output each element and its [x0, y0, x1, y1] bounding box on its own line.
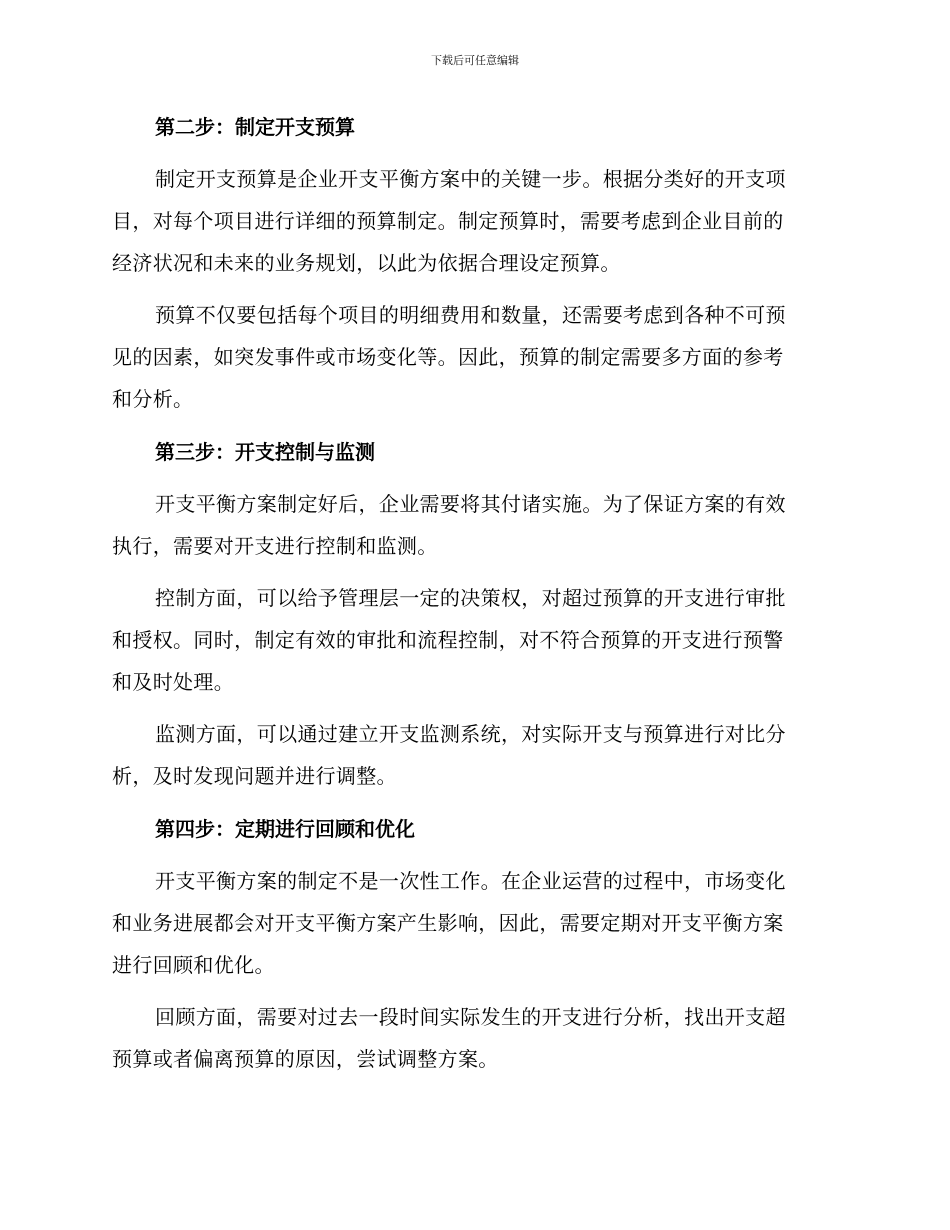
paragraph-control-detail	[112, 577, 830, 703]
paragraph-line: 和授权。同时，制定有效的审批和流程控制，对不符合预算的开支进行预警	[112, 628, 784, 652]
paragraph-budget-detail	[112, 294, 830, 420]
paragraph-line: 析，及时发现问题并进行调整。	[112, 764, 397, 788]
paragraph-line: 见的因素，如突发事件或市场变化等。因此，预算的制定需要多方面的参考	[112, 345, 784, 369]
paragraph-line: 和业务进展都会对开支平衡方案产生影响，因此，需要定期对开支平衡方案	[112, 911, 784, 935]
page-header: 下载后可任意编辑	[431, 54, 519, 67]
paragraph-monitoring-detail	[112, 713, 830, 797]
paragraph-line: 开支平衡方案的制定不是一次性工作。在企业运营的过程中，市场变化	[155, 869, 786, 893]
paragraph-line: 回顾方面，需要对过去一段时间实际发生的开支进行分析，找出开支超	[155, 1005, 786, 1029]
section-heading-step-four: 第四步：定期进行回顾和优化	[155, 817, 415, 841]
paragraph-line: 经济状况和未来的业务规划，以此为依据合理设定预算。	[112, 251, 621, 275]
paragraph-line: 监测方面，可以通过建立开支监测系统，对实际开支与预算进行对比分	[155, 722, 786, 746]
paragraph-line: 和及时处理。	[112, 670, 235, 694]
paragraph-line: 预算或者偏离预算的原因，尝试调整方案。	[112, 1047, 499, 1071]
section-heading-step-two: 第二步：制定开支预算	[155, 115, 355, 139]
paragraph-review-intro	[112, 860, 830, 986]
paragraph-review-detail	[112, 996, 830, 1080]
paragraph-line: 制定开支预算是企业开支平衡方案中的关键一步。根据分类好的开支项	[155, 167, 786, 191]
paragraph-control-intro	[112, 483, 830, 567]
paragraph-line: 进行回顾和优化。	[112, 953, 275, 977]
paragraph-line: 预算不仅要包括每个项目的明细费用和数量，还需要考虑到各种不可预	[155, 303, 786, 327]
section-heading-step-three: 第三步：开支控制与监测	[155, 440, 375, 464]
paragraph-line: 和分析。	[112, 387, 194, 411]
paragraph-line: 目，对每个项目进行详细的预算制定。制定预算时，需要考虑到企业目前的	[112, 209, 784, 233]
paragraph-line: 开支平衡方案制定好后，企业需要将其付诸实施。为了保证方案的有效	[155, 492, 786, 516]
paragraph-line: 执行，需要对开支进行控制和监测。	[112, 534, 438, 558]
paragraph-line: 控制方面，可以给予管理层一定的决策权，对超过预算的开支进行审批	[155, 586, 786, 610]
paragraph-budget-intro	[112, 158, 830, 284]
document-body	[112, 106, 830, 1080]
